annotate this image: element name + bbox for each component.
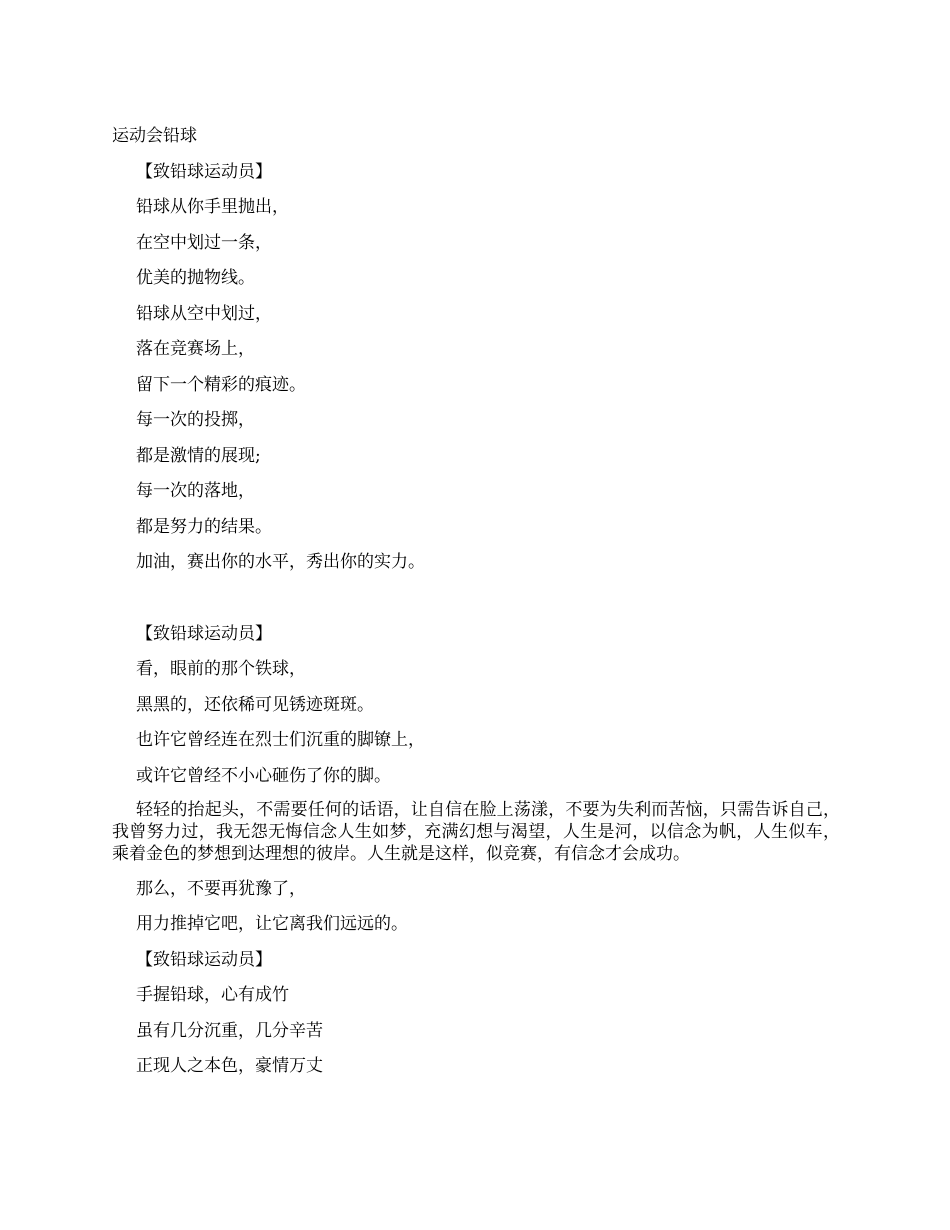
poem-line: 或许它曾经不小心砸伤了你的脚。 — [136, 765, 391, 786]
poem-line: 落在竞赛场上， — [136, 339, 255, 359]
poem-line: 都是努力的结果。 — [136, 516, 272, 537]
poem-line: 也许它曾经连在烈士们沉重的脚镣上， — [136, 730, 425, 750]
poem-line: 看，眼前的那个铁球， — [136, 659, 306, 679]
section-spacer — [112, 586, 840, 622]
poem-line: 用力推掉它吧，让它离我们远远的。 — [136, 914, 408, 934]
section-heading: 【致铅球运动员】 — [136, 623, 272, 644]
body-paragraph: 轻轻的抬起头，不需要任何的话语，让自信在脸上荡漾，不要为失利而苦恼，只需告诉自己，我曾努力过，我无怨无悔信念人生如梦，充满幻想与渴望，人生是河，以信念为帆，人生似车，乘着金色的梦想到达理想的彼岸。人生就是这样，似竞赛，有信念才会成功。 — [112, 800, 840, 864]
poem-line: 留下一个精彩的痕迹。 — [136, 374, 306, 395]
poem-line: 正现人之本色，豪情万丈 — [136, 1056, 323, 1076]
poem-line: 都是激情的展现; — [136, 445, 261, 466]
poem-line: 铅球从你手里抛出， — [136, 197, 289, 217]
poem-line: 铅球从空中划过， — [136, 303, 272, 324]
poem-line: 加油，赛出你的水平，秀出你的实力。 — [136, 552, 425, 572]
poem-line: 每一次的落地， — [136, 481, 255, 501]
section-heading: 【致铅球运动员】 — [136, 949, 272, 970]
section-heading: 【致铅球运动员】 — [136, 161, 272, 182]
poem-line: 虽有几分沉重，几分辛苦 — [136, 1020, 323, 1041]
poem-line: 手握铅球，心有成竹 — [136, 985, 289, 1005]
poem-line: 在空中划过一条， — [136, 232, 272, 253]
document-title: 运动会铅球 — [112, 126, 197, 146]
poem-line: 优美的抛物线。 — [136, 268, 255, 288]
poem-line: 那么，不要再犹豫了， — [136, 878, 306, 899]
document-body — [112, 124, 840, 1090]
poem-line: 黑黑的，还依稀可见锈迹斑斑。 — [136, 694, 374, 715]
poem-line: 每一次的投掷， — [136, 410, 255, 430]
